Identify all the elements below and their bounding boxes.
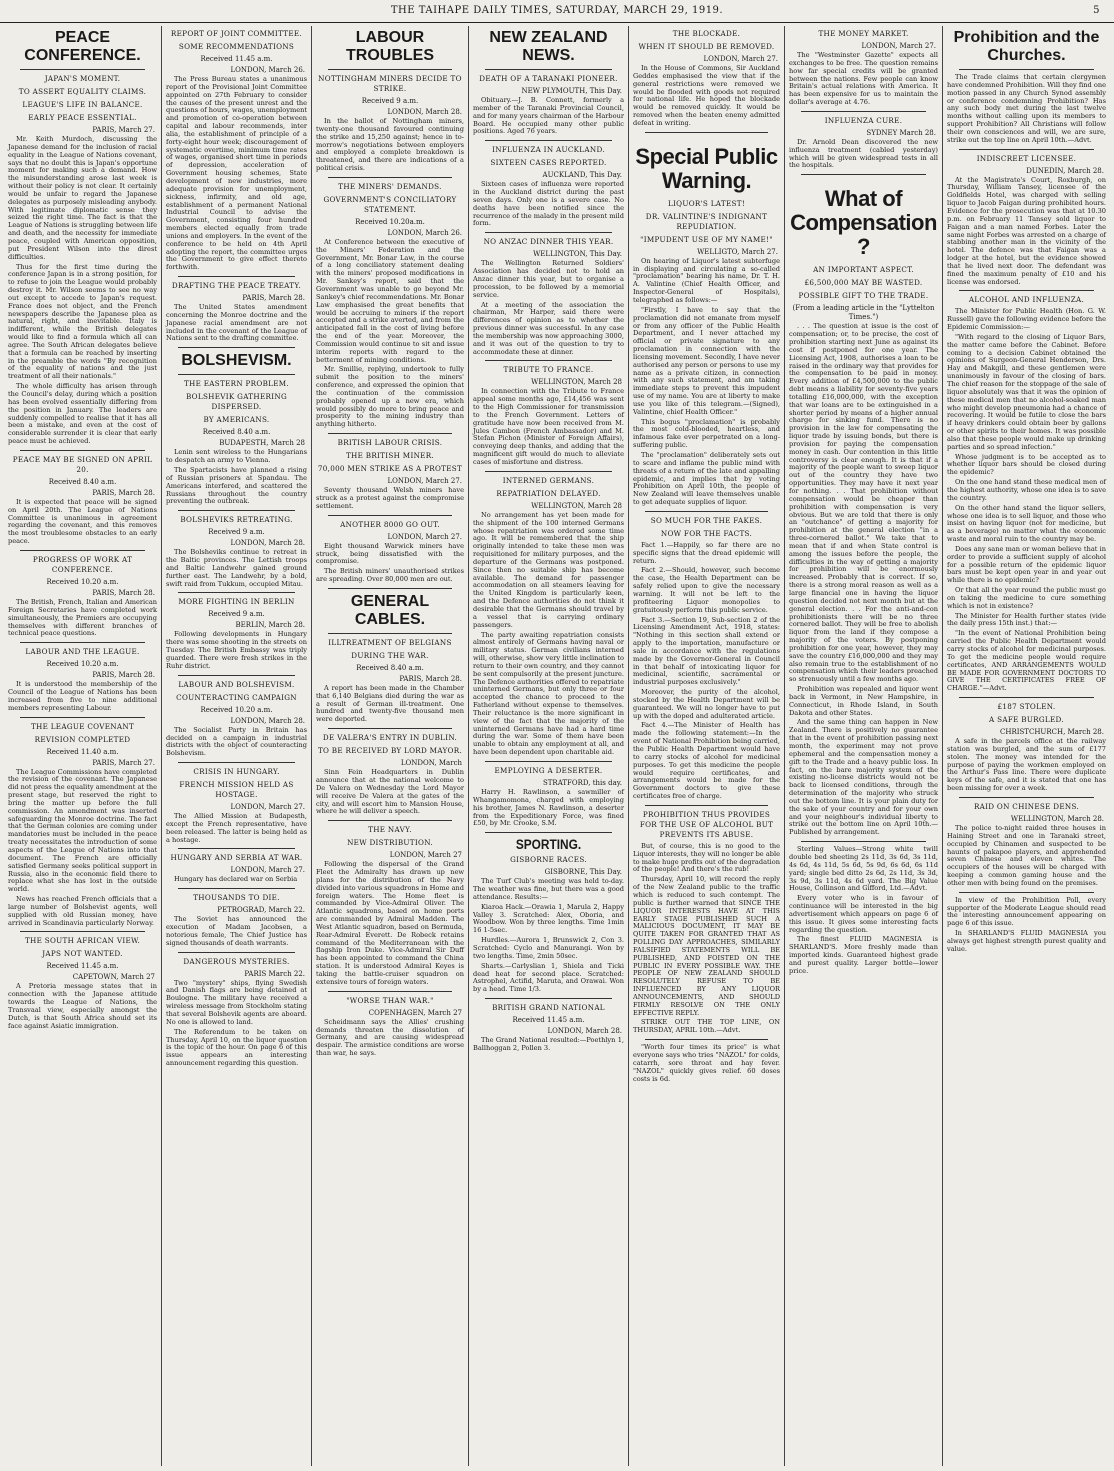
dateline: WELLINGTON, March 28. <box>1010 814 1104 823</box>
column-rule <box>178 952 295 953</box>
paragraph: The Bolsheviks continue to retreat in the Baltic provinces. The Lettish troops and Baltic Landwehr gained ground further east. The Landwehr, by a bold, swift raid from Tukkum, occupied Mitau. <box>166 548 307 588</box>
subheading: SOME RECOMMENDATIONS <box>178 42 295 51</box>
dateline: PETROGRAD, March 22. <box>217 906 305 915</box>
subheading: NO ANZAC DINNER THIS YEAR. <box>483 237 614 247</box>
received-line: Received 8.40 a.m. <box>48 477 117 486</box>
subheading: BY AMERICANS. <box>203 415 270 425</box>
column-rule <box>178 276 295 277</box>
column-rule <box>328 728 452 729</box>
paragraph: The Referendum to be taken on Thursday, April 10, on the liquor question is the topic of the hour. On page 6 of this issue appears an interesting announcement regarding this question. <box>166 1027 307 1068</box>
column-7 <box>943 26 1110 1466</box>
subheading: A SAFE BURGLED. <box>989 715 1064 725</box>
headline: GENERAL CABLES. <box>350 592 430 628</box>
paragraph: Thus for the first time during the conference Japan is in a strong position, for to refuse to join the League would probably destroy it. Mr. Wilson seems to see no way out except to accede to Japan's request. France does not object, and the French newspapers describe the Japanese plea as natural, right, and inevitable. Italy is indifferent, while the British delegates would like to find a formula which all can agree. The South African delegates believe that a formula can be reached by inserting in the preamble the words "By recognition of the equality of nations and the just treatment of all their nationals." <box>8 262 157 381</box>
column-rule <box>959 69 1094 70</box>
column-rule <box>20 550 145 551</box>
subheading: LIQUOR'S LATEST! <box>667 198 746 208</box>
subheading: COUNTERACTING CAMPAIGN <box>176 692 297 702</box>
column-rule <box>959 797 1094 798</box>
paragraph: But, of course, this is no good to the Liquor interests, they will no longer be able to make huge profits out of the degradation of the people! And there's the rub! <box>633 841 780 874</box>
paragraph: The Wellington Returned Soldiers' Association has decided not to hold an Anzac dinner this year, but to organise a procession, to be followed by a memorial service. <box>473 259 624 299</box>
column-rule <box>801 111 926 112</box>
paragraph: STRIKE OUT THE TOP LINE, ON THURSDAY, APRIL 10th.—Advt. <box>633 1018 780 1035</box>
paragraph: Obituary.—J. B. Connett, formerly a member of the Taranaki Provincial Council, and for many years chairman of the Harbour Board. He occupied many other public positions. Aged 76 years. <box>473 96 624 136</box>
dateline: PARIS, March 28. <box>92 671 155 680</box>
subheading: RAID ON CHINESE DENS. <box>973 801 1080 811</box>
paragraph: Moreover, the purity of the alcohol, stocked by the Health Department will be guaranteed. We will no longer have to put up with the doped and adulterated article. <box>633 688 780 720</box>
subheading: WHEN IT SHOULD BE REMOVED. <box>638 42 775 51</box>
dateline: NEW PLYMOUTH, This Day. <box>521 87 622 95</box>
subheading: GISBORNE RACES. <box>510 855 587 865</box>
column-rule <box>178 675 295 676</box>
column-rule <box>20 69 145 70</box>
dateline: DUNEDIN, March 28. <box>1026 166 1104 175</box>
column-rule <box>178 848 295 849</box>
column-rule <box>328 991 452 992</box>
dateline: PARIS, March 28. <box>242 294 305 303</box>
dateline: SYDNEY March 28. <box>866 128 936 137</box>
subheading: INDISCREET LICENSEE. <box>976 153 1077 163</box>
column-rule <box>645 1039 768 1040</box>
column-3 <box>312 26 469 1466</box>
dateline: LONDON, March <box>400 759 462 768</box>
column-4 <box>469 26 629 1466</box>
dateline: PARIS, March 28. <box>92 488 155 497</box>
dateline: STRATFORD, this day. <box>542 779 622 787</box>
subheading: LEAGUE'S LIFE IN BALANCE. <box>22 100 143 109</box>
received-line: Received 10.20 a.m. <box>200 705 273 714</box>
dateline: LONDON, March 27. <box>230 803 305 812</box>
subheading: REPORT OF JOINT COMMITTEE. <box>170 29 303 38</box>
paragraph: On the other hand stand the liquor sellers, whose one idea is to sell liquor, and those who insist on having liquor (not for medicine, but as a beverage) no matter what the economic waste and moral ruin to the country may be. <box>947 503 1106 544</box>
subheading: DE VALERA'S ENTRY IN DUBLIN. <box>322 733 458 743</box>
paragraph: Whose judgment is to be accepted as to whether liquor bars should be closed during the epidemic? <box>947 452 1106 477</box>
dateline: LONDON, March 27. <box>387 477 462 486</box>
columns <box>4 26 1110 1466</box>
headline: NEW ZEALAND NEWS. <box>489 29 608 64</box>
dateline: PARIS, March 27. <box>92 758 155 767</box>
subheading: ILLTREATMENT OF BELGIANS <box>328 637 452 647</box>
subheading: CRISIS IN HUNGARY. <box>193 767 280 777</box>
subheading: POSSIBLE GIFT TO THE TRADE. <box>798 291 929 301</box>
paragraph: The Socialist Party in Britain has decided on a campaign in industrial districts with the object of counteracting Bolshevism. <box>166 725 307 758</box>
received-line: Received 11.45 a.m. <box>46 962 119 971</box>
column-rule <box>178 888 295 889</box>
paragraph: The League Commissions have completed the revision of the covenant. The Japanese did not press the equality amendment at the present stage, but reserved the right to bring the matter up before the full commission. An amendment was inserted safeguarding the Monroe doctrine. The fact that the German colonies are coming under mandatories must be included in the peace treaty necessitates the introduction of some aspects of the League of Nations into that document. The French are officially satisfied Germany seeks political support in Russia, also in the economic field there to replace what she has lost in the outside world. <box>8 767 157 894</box>
paragraph: Fact 3.—Section 19, Sub-section 2 of the Licensing Amendment Act, 1918, states: "Nothing in this section shall extend or apply to the importation, manufacture or sale in accordance with the regulations made by the Governor-General in Council in that behalf of intoxicating liquor for medicinal, scientific, sacramental or industrial purposes exclusively." <box>633 615 780 687</box>
subheading: ALCOHOL AND INFLUENZA. <box>968 295 1085 305</box>
paragraph: The "Westminster Gazette" expects all exchanges to be free. The question remains how far special credits will be granted between the nations. Few people can know Britain's actual relations with America. It has been expensive for us to maintain the dollar's average at 4.76. <box>789 51 938 107</box>
subheading: "WORSE THAN WAR." <box>346 995 434 1005</box>
dateline: AUCKLAND, This Day. <box>542 171 622 180</box>
dateline: COPENHAGEN, March 27 <box>368 1008 462 1017</box>
column-5 <box>629 26 785 1466</box>
subheading: INFLUENZA IN AUCKLAND. <box>492 145 605 155</box>
column-rule <box>20 931 145 932</box>
paragraph: The Soviet has announced the execution of Madam Jacobsen, a notorious female, The Chief Justice has signed thousands of death warrants. <box>166 915 307 947</box>
column-rule <box>178 510 295 511</box>
paragraph: Following developments in Hungary there was some shooting in the streets on Tuesday. The British Embassy was triply guarded. There were fresh strikes in the Ruhr district. <box>166 630 307 670</box>
dateline: LONDON, March 26. <box>387 228 462 237</box>
column-rule <box>178 592 295 593</box>
paragraph: News has reached French officials that a large number of Bolshevist agents, well supplied with old Russian money, have arrived in Scandinavia particularly Norway. <box>8 895 157 927</box>
column-rule <box>178 347 295 348</box>
dateline: WELLINGTON, March 28 <box>531 501 622 510</box>
column-rule <box>485 69 612 70</box>
dateline: GISBORNE, This Day. <box>544 868 622 877</box>
paragraph: Seventy thousand Welsh miners have struck as a protest against the compromise settlement. <box>316 486 464 510</box>
column-1 <box>4 26 162 1466</box>
paragraph: The Minister for Health further states (vide the daily press 15th inst.) that:— <box>947 611 1106 628</box>
column-rule <box>645 511 768 512</box>
paragraph: "Worth four times its price" is what everyone says who tries "NAZOL" for colds, catarrh, sore throat and hay fever. "NAZOL" quickly gives relief. 60 doses costs is 6d. <box>633 1043 780 1083</box>
headline: SPORTING. <box>515 837 582 853</box>
paragraph: Two "mystery" ships, flying Swedish and Danish flags are being detained at Boulogne. The military have received a wireless message from Stockholm stating that several Bolshevik agents are aboard. No one is allowed to land. <box>166 978 307 1026</box>
received-line: Received 10.20 a.m. <box>46 660 119 669</box>
subheading: BRITISH LABOUR CRISIS. <box>337 438 443 448</box>
subheading: DR. VALINTINE'S INDIGNANT REPUDIATION. <box>645 211 768 231</box>
received-line: Received 11.45 a.m. <box>512 1016 585 1025</box>
subheading: THE BLOCKADE. <box>672 29 741 38</box>
column-rule <box>959 290 1094 291</box>
subheading: THE MONEY MARKET. <box>818 29 909 38</box>
column-6 <box>785 26 943 1466</box>
subheading: DANGEROUS MYSTERIES. <box>183 956 290 966</box>
dateline: PARIS March 22. <box>244 969 305 978</box>
received-line: Received 11.40 a.m. <box>46 747 119 756</box>
received-line: Received 9 a.m. <box>208 610 265 619</box>
subheading: £187 STOLEN. <box>997 702 1056 712</box>
received-line: Received 8.40 a.m. <box>202 428 271 437</box>
subheading: PROGRESS OF WORK AT CONFERENCE. <box>32 554 133 574</box>
column-rule <box>485 471 612 472</box>
headline: LABOUR TROUBLES <box>346 29 434 64</box>
dateline: LONDON, March 27. <box>387 532 462 541</box>
paragraph: The Allied Mission at Budapesth, except the French representative, have been released. The latter is being held as a hostage. <box>166 812 307 844</box>
dateline: PARIS, March 28. <box>92 588 155 597</box>
subheading: BOLSHEVIKS RETREATING. <box>180 515 293 525</box>
paragraph: The United States amendment concerning the Monroe doctrine and the Japanese racial amendment are not included in the covenant of the League of Nations sent to the drafting committee. <box>166 303 307 343</box>
subheading: £6,500,000 MAY BE WASTED. <box>804 278 923 288</box>
paragraph: "In the event of National Prohibition being carried the Public Health Department would carry stocks of alcohol for medicinal purposes. To get the medicine people would require certificates, AND ARRANGEMENTS WOULD BE MADE FOR GOVERNMENT DOCTORS TO GIVE THE CERTIFICATES FREE OF CHARGE."—Advt. <box>947 629 1106 693</box>
dateline: CAPETOWN, March 27 <box>72 973 155 982</box>
paragraph: Sinn Fein Headquarters in Dublin announce that at the national welcome to De Valera on Wednesday the Lord Mayor will receive De Valera at the gates of the city, and will escort him to Mansion House, where he will deliver a speech. <box>316 768 464 816</box>
paragraph: Lenin sent wireless to the Hungarians to despatch an army to Vienna. <box>166 448 307 465</box>
paragraph: The British miners' unauthorised strikes are spreading. Over 80,000 men are out. <box>316 567 464 584</box>
dateline: LONDON, March 28. <box>547 1027 622 1036</box>
paragraph: On the one hand stand these medical men of the highest authority, whose one idea is to save the country. <box>947 478 1106 502</box>
paragraph: The finest FLUID MAGNESIA is SHARLAND'S. More freshly made than imported kinds. Guaranteed highest grade and purest quality. Larger bottle—lower price. <box>789 935 938 975</box>
paragraph: The Grand National resulted:—Poethlyn 1, Ballhoggan 2, Pollen 3. <box>473 1036 624 1052</box>
paragraph: The "proclamation" deliberately sets out to scare and inflame the public mind with threats of a return of the late and appalling epidemic, and implies that by voting Prohibition on April 10th, the people of New Zealand will leave themselves unable to get adequate supplies of liquor. <box>633 451 780 507</box>
paragraph: Hurdles.—Aurora 1, Brunswick 2, Con 3. Scratched: Cyclo and Manurangi. Won by two lengths. Time, 2min 50sec. <box>473 936 624 960</box>
column-rule <box>485 832 612 833</box>
paragraph: . . . The question at issue is the cost of compensation; or, to be precise, the cost of prohibition starting next June as against its cost if postponed for one year. The Licensing Act, 1908, authorises a loan to be raised in the ordinary way that provides for the compensation to be paid in money. Every addition of £4,500,000 to the public debt means a liability for seventy-five years totalling £16,000,000, with the exception that war loans are to be extinguished in a shorter period by means of a higher annual charge for sinking fund. There is no provision in the law for compensating the liquor trade by issuing bonds, but there is provision for paying the compensation money in cash. Our contention in this little controversy is clear enough. It is that if a majority of the people want to sweep liquor out of the country they have two opportunities. They may have it next year for nothing. . . That prohibition without compensation would be cheaper than prohibition with compensation is very obvious. But we are told that there is only an "outchance" of getting a majority for prohibition at the general election "in a three-cornered ballot." We take that to mean that if and when State control is among the issues before the people, the difficulties in the way of getting a majority for prohibition will be enormously increased. Probably that is correct. If so, there is a strong moral reason as well as a large financial one in having the liquor question decided not next month but at the general election. . . For the anti-and-con prohibitionists there will be no three cornered ballot. They will be free to abolish liquor from the land if they compose a majority of the voters. By postponing prohibition for one year, however, they may save the country £16,000,000 and they may also remain true to the establishment of no compensation which their leaders preached so strenuously until a few months ago. <box>789 322 938 684</box>
subheading: THE NAVY. <box>368 825 412 835</box>
dateline: LONDON, March 27 <box>389 851 462 860</box>
masthead <box>0 0 1114 23</box>
paragraph: It is understood the membership of the Council of the League of Nations has been increased from five to nine additional members representing Labour. <box>8 680 157 712</box>
paragraph: Thursday, April 10, will record the reply of the New Zealand public to the traffic which is reduced to such contempt. The public is further warned that SINCE THE LIQUOR INTERESTS HAVE AT THIS EARLY STAGE PUBLISHED SUCH A MALICIOUS DOCUMENT, IT MAY BE QUITE TAKEN FOR GRANTED THAT AS POLLING DAY APPROACHES, SIMILARLY FALSIFIED STATEMENTS WILL BE PUBLISHED, AND FOISTED ON THE PUBLIC IN EVERY POSSIBLE WAY. THE PEOPLE OF NEW ZEALAND SHOULD RESOLUTELY REFUSE TO BE INFLUENCED BY ANY LIQUOR ANNOUNCEMENTS, AND SHOULD FIRMLY RESOLVE ON THE ONLY EFFECTIVE REPLY. <box>633 875 780 1017</box>
subheading: LABOUR AND BOLSHEVISM. <box>178 679 295 689</box>
dateline: PARIS, March 28. <box>399 674 462 683</box>
subheading: PEACE MAY BE SIGNED ON APRIL 20. <box>12 454 153 474</box>
paragraph: In the ballot of Nottingham miners, twenty-one thousand favoured continuing the strike and 15,250 against; hence in to-morrow's negotiations between employers and employed a complete breakdown is threatened, and there are indications of a political crisis. <box>316 117 464 173</box>
paragraph: The Press Bureau states a unanimous report of the Provisional Joint Committee appointed on 27th February to consider the causes of the present unrest and the questions of hours, wages, unemployment and promotion of co-operation between capital and labour recommends, inter alia, the establishment of principle of a forty-eight hour week; discouragement of systematic overtime, minimum time rates of wages, organised short time in periods of depression, acceleration of Government housing schemes, State development of new industries, more adequate provision for unemployment, sickness, infirmity, and old age, establishment of a permanent National Industrial Council to advise the Government, consisting four hundred members elected equally from trade unions and employers. In the event of the conference to be held on 4th April adopting the report, the committee urges the Government to give effect thereto forthwith. <box>166 75 307 272</box>
subheading: REPATRIATION DELAYED. <box>496 488 601 498</box>
dateline: PARIS, March 27. <box>92 126 155 134</box>
column-rule <box>328 433 452 434</box>
paragraph: Sterling Values—Strong white twill double bed sheeting 2s 11d, 3s 6d, 3s 11d, 4s 6d, 4s 11d, 5s 6d, 5s 9d, 6s 6d, 6s 11d yard; single bed ditto 2s 6d, 2s 11d, 3s 3d, 3s 9d, 3s 11d, 4s 6d yard. The Big Value House, Collinson and Gifford, Ltd.—Advt. <box>789 845 938 893</box>
paragraph: In SHARLAND'S FLUID MAGNESIA you always get highest strength purest quality and value. <box>947 929 1106 953</box>
subheading: SO MUCH FOR THE FAKES. <box>650 515 763 525</box>
dateline: LONDON, March 28. <box>230 716 305 725</box>
subheading: LABOUR AND THE LEAGUE. <box>25 647 140 657</box>
paragraph: Sharts.—Carlyslian 1, Shiela and Ticki dead heat for second place. Scratched: Astrophel, Actifid, Maruta, and Orawai. Won by a head. Time 1/3. <box>473 961 624 994</box>
headline: Special Public Warning. <box>635 143 778 193</box>
paragraph: Harry H. Rawlinson, a sawmiller of Whangamomona, charged with employing his brother, James N. Rawlinson, a deserter from the Expeditionary Force, was fined £50, by Mr. Crooke, S.M. <box>473 788 624 828</box>
paragraph: A safe in the parcels office at the railway station was burgled, and the sum of £177 stolen. The money was intended for the purpose of paying the workmen employed on the Arthur's Pass line. There were duplicate keys of the safe, and it is stated that one has been missing for over a week. <box>947 737 1106 793</box>
paragraph: The Minister for Public Health (Hon. G. W. Russell) gave the following evidence before the Epidemic Commission:— <box>947 307 1106 332</box>
paragraph: Scheidmann says the Allies' crushing demands threaten the dissolution of Germany, and are causing widespread despair. The armistice conditions are worse than war, he says. <box>316 1017 464 1058</box>
paragraph: In the House of Commons, Sir Auckland Geddes emphasised the view that if the general restrictions were removed we would be flooded with goods not required for national life. He hoped the blockade would be removed quickly. It would be removed when the beaten enemy admitted defeat in writing. <box>633 64 780 127</box>
subheading: GOVERNMENT'S CONCILIATORY STATEMENT. <box>323 194 457 214</box>
headline: What of Compensation ? <box>790 186 937 260</box>
subheading: "IMPUDENT USE OF MY NAME!" <box>640 234 773 244</box>
page-number: 5 <box>1093 5 1100 16</box>
subheading: NEW DISTRIBUTION. <box>347 838 433 848</box>
dateline: LONDON, March 27. <box>230 866 305 875</box>
masthead-title: THE TAIHAPE DAILY TIMES, SATURDAY, MARCH 29, 1919. <box>390 5 724 16</box>
dateline: WELLINGTON, March 28 <box>531 378 622 387</box>
subheading: MORE FIGHTING IN BERLIN <box>178 597 295 607</box>
column-2 <box>162 26 312 1466</box>
subheading: TO ASSERT EQUALITY CLAIMS. <box>18 87 147 96</box>
subheading: THE MINERS' DEMANDS. <box>338 181 442 191</box>
paragraph: Kiaroa Hack.—Orawia 1, Marula 2, Happy Valley 3. Scratched: Alex, Oboria, and Woodbow. Won by three lengths. Time 1min 16 1-5sec. <box>473 902 624 935</box>
paragraph: The police to-night raided three houses in Haining Street and one in Taranaki street, occupied by Chinamen and suspected to be haunts of pakapoo players, and apprehended seven Chinese and eleven whites. The occupiers of the houses will be charged with keeping a common gaming house and the other men with being found on the premises. <box>947 823 1106 887</box>
column-rule <box>20 450 145 451</box>
subheading: BRITISH GRAND NATIONAL <box>492 1003 605 1013</box>
paragraph: The British, French, Italian and American Foreign Secretaries have completed work simultaneously, the Premiers are occupying themselves with different branches of technical peace questions. <box>8 597 157 638</box>
column-rule <box>328 177 452 178</box>
subheading: DEATH OF A TARANAKI PIONEER. <box>479 74 618 83</box>
subheading: DURING THE WAR. <box>351 650 429 660</box>
column-rule <box>485 140 612 141</box>
column-rule <box>959 892 1094 893</box>
subheading: INTERNED GERMANS. <box>502 475 595 485</box>
headline: BOLSHEVISM. <box>181 352 292 370</box>
subheading: ANOTHER 8000 GO OUT. <box>340 519 440 529</box>
column-rule <box>485 232 612 233</box>
subheading: 70,000 MEN STRIKE AS A PROTEST <box>317 464 463 474</box>
column-rule <box>959 697 1094 698</box>
paragraph: The Trade claims that certain clergymen have condemned Prohibition. Will they find one motion passed in any Church Synod assembly or conference condemning Prohibition? Has any such body met during the last twelve months without calling upon its members to support Prohibition? All Christians will follow their own consciences and will, we are sure, strike out the top line on April 10th.—Advt. <box>947 73 1106 144</box>
dateline: WELLIGTO, March 27. <box>697 247 778 256</box>
subheading: PROHIBITION THUS PROVIDES FOR THE USE OF ALCOHOL BUT PREVENTS ITS ABUSE. <box>639 809 774 839</box>
paragraph: Mr. Smillie, replying, undertook to fully submit the position to the miners' conference, and expressed the opinion that the continuation of the commission probably opened up a new era, which would possibly do more to bring peace and prosperity to the mining industry than anything hitherto. <box>316 365 464 429</box>
paragraph: Hungary has declared war on Serbia <box>174 875 298 884</box>
column-rule <box>485 761 612 762</box>
paragraph: Sixteen cases of influenza were reported in the Auckland district during the past seven days. Only one is a severe case. No deaths have been notified since the recurrence of the malady in the present mild form. <box>473 180 624 228</box>
paragraph: Mr. Keith Murdoch, discussing the Japanese demand for the inclusion of racial equality in the League of Nations covenant, says that no doubt this is Japan's opportune moment for making such a demand. How the misunderstanding arose last week is without their policy is not clear. It certainly would be unfair to regard the Japanese delegates as purposely misleading anybody. With legitimate diplomatic sense they seized the right time. The fact is that the League of Nations is struggling between life and death, and the necessity for immediate peace, coupled with American opposition, put President Wilson into the direst difficulties. <box>8 135 157 261</box>
paragraph: The party awaiting repatriation consists almost entirely of Germans having naval or military status. German civilians interned will, otherwise, show very little inclination to return to their own country, and they cannot be sent compulsorily at the present juncture. The Defence authorities offered to repatriate uninterned Germans, but only three or four accepted the chance to proceed to the Fatherland without expense to themselves. Their reluctance is the more significant in view of the fact that the majority of the uninterned Germans have had a hard time during the war. Some of them have been unable to obtain any employment at all, and have been dependent upon charitable aid. <box>473 630 625 757</box>
column-rule <box>20 642 145 643</box>
paragraph: The Turf Club's meeting was held to-day. The weather was fine, but there was a good attendance. Results:— <box>473 877 624 901</box>
paragraph: "Firstly, I have to say that the proclamation did not emanate from myself or from any officer of the Public Health Department, and I never attached my official or private signature to any proclamation in connection with the licensing movement. Secondly, I have never authorised any person or persons to use my name as a private citizen, in connection with any such statement, and am taking immediate steps to prevent this impudent use of my name. You are at liberty to make use you like of this telegram.—(Signed), Valintine, chief Health Officer." <box>633 305 780 416</box>
subheading: THE SOUTH AFRICAN VIEW. <box>24 936 141 946</box>
headline: Prohibition and the Churches. <box>953 29 1100 64</box>
dateline: LONDON, March 27. <box>861 42 936 50</box>
dateline: LONDON, March 27. <box>703 55 778 63</box>
paragraph: This bogus "proclamation" is probably the most cold-blooded, heartless, and infamous fake ever perpetrated on a long-suffering public. <box>633 417 780 450</box>
column-rule <box>328 515 452 516</box>
subheading: INFLUENZA CURE. <box>824 115 903 125</box>
dateline: BUDAPESTH, March 28 <box>219 439 305 448</box>
received-line: Received 8.40 a.m. <box>356 663 424 672</box>
subheading: TRIBUTE TO FRANCE. <box>503 365 594 375</box>
column-rule <box>328 588 452 589</box>
dateline: LONDON, March 26. <box>230 66 305 74</box>
paragraph: Does any sane man or woman believe that in order to provide a sufficient supply of alcohol for a possible return of the epidemic liquor bars must be kept open year in and year out while there is no epidemic? <box>947 544 1106 585</box>
paragraph: Fact 4.—The Minister of Health has made the following statement:—In the event of National Prohibition being carried, the Public Health Department would have to carry stocks of alcohol for medicinal purposes. To get this medicine the people would require certificates, and arrangements would be made for the Government doctors to give these certificates free of charge. <box>633 721 780 801</box>
column-rule <box>20 717 145 718</box>
column-rule <box>328 820 452 821</box>
paragraph: The whole difficulty has arisen through the Council's delay, during which a position has been evolved essentially differing from the position in January. The leaders are suddenly compelled to realise that it has all been a mistake, and even at the cost of considerable surrender it is clear that early peace must be achieved. <box>8 382 157 446</box>
paragraph: Dr. Arnold Dean discovered the new influenza treatment (cabled yesterday) which will be given widespread tests in all the hospitals. <box>789 137 938 170</box>
paragraph: At a meeting of the association the chairman, Mr Harper, said there were differences of opinion as to whether the previous dinner was successful. In any case the membership was now approaching 3000, and it was out of the question to try to accommodate these at dinner. <box>473 300 624 356</box>
subheading: NOW FOR THE FACTS. <box>660 528 753 538</box>
subheading: SIXTEEN CASES REPORTED. <box>490 158 607 168</box>
dateline: CHRISTCHURCH, March 28. <box>1000 728 1104 737</box>
dateline: WELLINGTON, This Day. <box>533 250 622 259</box>
paragraph: Following the dispersal of the Grand Fleet the Admiralty has drawn up new plans for the distribution of the Navy divided into various squadrons in Home and foreign waters. The Home fleet is commanded by Vice-Admiral Oliver. The Atlantic squadrons, based on home ports are commanded by Admiral Madden. The West Atlantic squadron, based on Bermuda, Rear-Admiral Everett. De Robeck retains command of the Mediterranean with the flagship Iron Duke. Vice-Admiral Sir Duff has been appointed to command the China station. It is understood Admiral Keyes is taking the battle-cruiser squadron on extensive tours of foreign waters. <box>316 860 464 986</box>
subheading: REVISION COMPLETED <box>34 734 131 744</box>
subheading: HUNGARY AND SERBIA AT WAR. <box>170 853 303 863</box>
paragraph: Eight thousand Warwick miners have struck, being dissatisfied with the compromise. <box>316 541 464 566</box>
subheading: EARLY PEACE ESSENTIAL. <box>28 113 137 122</box>
subheading: JAPS NOT WANTED. <box>42 949 123 959</box>
column-rule <box>645 132 768 133</box>
received-line: Received 9 a.m. <box>208 528 265 537</box>
dateline: BERLIN, March 28. <box>235 621 305 630</box>
received-line: Received 11.45 a.m. <box>200 55 273 63</box>
dateline: LONDON, March 28. <box>230 539 305 548</box>
paragraph: Prohibition was repealed and liquor went back in Vermont, in New Hampshire, in Connecticut, in Rhode Island, in South Dakota and other States. <box>789 685 938 717</box>
subheading: TO BE RECEIVED BY LORD MAYOR. <box>317 746 463 756</box>
column-rule <box>801 174 926 175</box>
paragraph: At the Magistrate's Court, Roxburgh, on Thursday, William Tansey, licensee of the Goldfields Hotel, was charged with selling liquor to Jacob Faigan during prohibited hours. Evidence for the prosecution was that at 10.30 p.m. on February 11 Tansey sold liquor to Faigan and a man named Forbes. Later the same night Forbes was arrested on a charge of stabbing another man in the vicinity of the hotel. The defence was that Faigan was a lodger at the hotel, but the evidence showed that he lived next door. The defendant was fined the maximum penalty of £10 and his license was endorsed. <box>947 175 1106 286</box>
paragraph: A report has been made in the Chamber that 6,140 Belgians died during the war as a result of German ill-treatment. One hundred and twenty-five thousand men were deported. <box>316 683 464 724</box>
received-line: Received 10.20 a.m. <box>46 577 119 586</box>
paragraph: On hearing of Liquor's latest subterfuge in displaying and circulating a so-called "proclamation" bearing his name, Dr. T. H. A. Valintine (Chief Health Officer, and Inspector-General of Hospitals), telegraphed as follows:— <box>633 256 780 304</box>
paragraph: "With regard to the closing of Liquor Bars, the matter came before the Cabinet. Before coming to a decision Cabinet obtained the opinions of Surgeon-General Henderson, Drs. Hay and Makgill, and these gentlemen were unanimously in favour of the closing of bars. The chief reason for the stoppage of the sale of liquor absolutely was that it was the opinion of these medical men that no alcohol-soaked man who might develop pneumonia had a chance of recovering. It would be futile to close the bars if heavy drinkers could obtain beer by gallons or other spirits to their homes. It was possible also that these people would make up drinking parties and so spread infection." <box>947 332 1106 451</box>
column-rule <box>485 360 612 361</box>
subheading: DRAFTING THE PEACE TREATY. <box>171 281 302 291</box>
paragraph: No arrangement has yet been made for the shipment of the 100 interned Germans whose repatriation was ordered some time ago. It will be remembered that the ship originally intended to take these men was requisitioned for military purposes, and the departure of the Germans was postponed. Since then no suitable ship has become available. The demand for passenger accommodation on all steamers leaving for the United Kingdom is particularly keen, and the Defence authorities do not think it desirable that the Germans should travel by a vessel that is carrying ordinary passengers. <box>473 510 624 629</box>
paragraph: The Spartacists have planned a rising of Russian prisoners at Spandau. The Americans interfered, and scattered the Russians throughout the country preventing the outbreak. <box>166 466 307 506</box>
subheading: AN IMPORTANT ASPECT. <box>813 265 914 275</box>
paragraph: A Pretoria message states that in connection with the Japanese attitude towards the League of Nations, the Transvaal view, especially amongst the Dutch, is that South Africa should set its face against Asiatic immigration. <box>8 982 157 1030</box>
paragraph: At Conference between the executive of the Miners' Federation and the Government, Mr. Bonar Law, in the course of a long conciliatory statement dealing with the miners' proposed modifications in Mr. Sankey's report, said that the Government was unable to go beyond Mr. Sankey's chief recommendations. Mr. Bonar Law emphasised the great benefits that would be accruing to miners if the report accepted and a strike averted, and from the anticipated fall in the cost of living before the end of the year. Moreover, the Commission would continue to sit and issue interim reports with regard to the betterment of mining conditions. <box>316 237 464 364</box>
subheading: THE LEAGUE COVENANT <box>30 721 135 731</box>
received-line: (From a leading article in the "Lyttelton Times.") <box>792 304 935 322</box>
column-rule <box>645 805 768 806</box>
paragraph: It is expected that peace will be signed on April 20th. The League of Nations Committee is unanimous in agreement regarding the covenant, and this removes the most troublesome obstacles to an early peace. <box>8 497 157 546</box>
subheading: NOTTINGHAM MINERS DECIDE TO STRIKE. <box>318 74 462 93</box>
subheading: THE EASTERN PROBLEM. <box>183 379 290 389</box>
paragraph: In view of the Prohibition Poll, every supporter of the Moderate League should read the interesting announcement appearing on page 6 of this issue. <box>947 895 1106 928</box>
dateline: LONDON, March 28. <box>387 108 462 116</box>
paragraph: In connection with the Tribute to France appeal some months ago, £14,456 was sent to the High Commissioner for transmission to the French Government. Letters of gratitude have now been received from M. Jules Cambon (French Ambassador) and M. Stefan Pichon (Minister of Foreign Affairs), conveying deep thanks, and adding that the magnificent gift would do much to alleviate cases of misfortune and distress. <box>473 387 624 466</box>
subheading: BOLSHEVIK GATHERING DISPERSED. <box>185 392 288 412</box>
column-rule <box>485 998 612 999</box>
column-rule <box>328 69 452 70</box>
column-rule <box>801 841 926 842</box>
subheading: EMPLOYING A DESERTER. <box>494 766 603 775</box>
column-rule <box>178 374 295 375</box>
paragraph: And the same thing can happen in New Zealand. There is positively no guarantee that in the event of prohibition passing next month, the experiment may not prove ephemeral and the compensation money a gift to the Trade and a heavy public loss. In fact, on the bare majority system of the existing no-license districts would not be back to licensed conditions, through the determination of the majority who struck out the bottom line. It is your plain duty for the sake of your country and for your own and your neighbour's individual liberty to strike out the bottom line on April 10th.—Published by arrangement. <box>789 718 938 837</box>
received-line: Received 9 a.m. <box>361 97 419 105</box>
subheading: THE BRITISH MINER. <box>345 451 435 461</box>
paragraph: Every voter who is in favour of continuance will be interested in the big advertisement which appears on page 6 of this issue. It gives some interesting facts regarding the question. <box>789 894 938 934</box>
received-line: Received 10.20a.m. <box>355 217 425 226</box>
paragraph: Fact 1.—Happily, so far there are no specific signs that the dread epidemic will return. <box>633 540 780 565</box>
headline: PEACE CONFERENCE. <box>24 29 141 64</box>
subheading: THOUSANDS TO DIE. <box>193 893 280 903</box>
subheading: JAPAN'S MOMENT. <box>44 74 121 83</box>
subheading: FRENCH MISSION HELD AS HOSTAGE. <box>179 780 294 800</box>
column-rule <box>178 762 295 763</box>
paragraph: Fact 2.—Should, however, such become the case, the Health Department can be safely relied upon to give the necessary warning. It will not be left to the profiteering Liquor monopolies to gratuitously perform this public service. <box>633 566 780 614</box>
paragraph: Or that all the year round the public must go on taking the medicine to cure something which is not in existence? <box>947 586 1106 610</box>
column-rule <box>328 633 452 634</box>
column-rule <box>959 149 1094 150</box>
